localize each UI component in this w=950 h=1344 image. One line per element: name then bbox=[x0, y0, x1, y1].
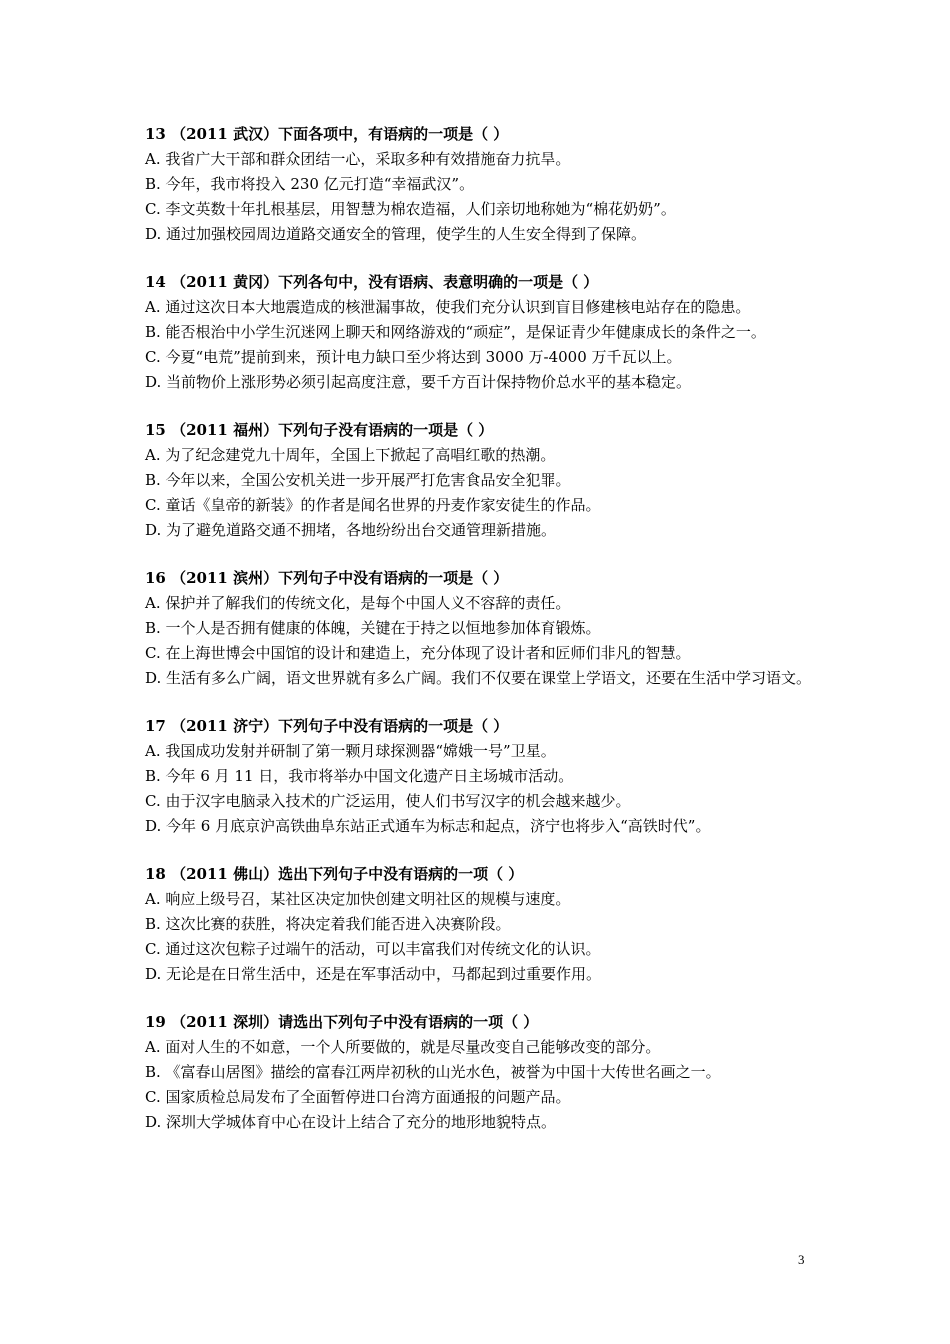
option-d: D. 为了避免道路交通不拥堵，各地纷纷出台交通管理新措施。 bbox=[145, 521, 557, 539]
option-a: A. 为了纪念建党九十周年，全国上下掀起了高唱红歌的热潮。 bbox=[145, 446, 556, 464]
option-d: D. 深圳大学城体育中心在设计上结合了充分的地形地貌特点。 bbox=[145, 1113, 557, 1131]
option-d: D. 无论是在日常生活中，还是在军事活动中，马都起到过重要作用。 bbox=[145, 965, 602, 983]
question-title: 16 （2011 滨州）下列句子中没有语病的一项是（ ） bbox=[145, 569, 509, 587]
question-16 bbox=[145, 566, 815, 691]
question-17 bbox=[145, 714, 815, 839]
option-a: A. 我国成功发射并研制了第一颗月球探测器“嫦娥一号”卫星。 bbox=[145, 742, 556, 760]
option-b: B. 能否根治中小学生沉迷网上聊天和网络游戏的“顽症”，是保证青少年健康成长的条件之一。 bbox=[145, 323, 766, 341]
question-title: 17 （2011 济宁）下列句子中没有语病的一项是（ ） bbox=[145, 717, 509, 735]
question-18 bbox=[145, 862, 815, 987]
option-b: B. 一个人是否拥有健康的体魄，关键在于持之以恒地参加体育锻炼。 bbox=[145, 619, 601, 637]
option-c: C. 由于汉字电脑录入技术的广泛运用，使人们书写汉字的机会越来越少。 bbox=[145, 792, 631, 810]
option-d: D. 生活有多么广阔，语文世界就有多么广阔。我们不仅要在课堂上学语文，还要在生活中学习语文。 bbox=[145, 669, 812, 687]
option-d: D. 今年 6 月底京沪高铁曲阜东站正式通车为标志和起点，济宁也将步入“高铁时代”。 bbox=[145, 817, 711, 835]
page-number: 3 bbox=[798, 1252, 805, 1267]
option-a: A. 响应上级号召，某社区决定加快创建文明社区的规模与速度。 bbox=[145, 890, 571, 908]
option-c: C. 在上海世博会中国馆的设计和建造上，充分体现了设计者和匠师们非凡的智慧。 bbox=[145, 644, 691, 662]
question-title: 18 （2011 佛山）选出下列句子中没有语病的一项（ ） bbox=[145, 865, 524, 883]
option-c: C. 国家质检总局发布了全面暂停进口台湾方面通报的问题产品。 bbox=[145, 1088, 571, 1106]
option-b: B. 今年，我市将投入 230 亿元打造“幸福武汉”。 bbox=[145, 175, 475, 193]
option-a: A. 我省广大干部和群众团结一心，采取多种有效措施奋力抗旱。 bbox=[145, 150, 571, 168]
option-b: B. 今年以来，全国公安机关进一步开展严打危害食品安全犯罪。 bbox=[145, 471, 571, 489]
question-title: 13 （2011 武汉）下面各项中，有语病的一项是（ ） bbox=[145, 125, 509, 143]
question-15 bbox=[145, 418, 815, 543]
option-b: B. 《富春山居图》描绘的富春江两岸初秋的山光水色，被誉为中国十大传世名画之一。 bbox=[145, 1063, 721, 1081]
option-a: A. 面对人生的不如意，一个人所要做的，就是尽量改变自己能够改变的部分。 bbox=[145, 1038, 661, 1056]
option-c: C. 童话《皇帝的新装》的作者是闻名世界的丹麦作家安徒生的作品。 bbox=[145, 496, 601, 514]
question-19 bbox=[145, 1010, 815, 1135]
option-b: B. 今年 6 月 11 日，我市将举办中国文化遗产日主场城市活动。 bbox=[145, 767, 574, 785]
option-a: A. 保护并了解我们的传统文化，是每个中国人义不容辞的责任。 bbox=[145, 594, 571, 612]
option-b: B. 这次比赛的获胜，将决定着我们能否进入决赛阶段。 bbox=[145, 915, 511, 933]
document-page bbox=[145, 122, 815, 1158]
option-a: A. 通过这次日本大地震造成的核泄漏事故，使我们充分认识到盲目修建核电站存在的隐患。 bbox=[145, 298, 751, 316]
question-title: 19 （2011 深圳）请选出下列句子中没有语病的一项（ ） bbox=[145, 1013, 539, 1031]
option-c: C. 通过这次包粽子过端午的活动，可以丰富我们对传统文化的认识。 bbox=[145, 940, 601, 958]
option-c: C. 今夏“电荒”提前到来，预计电力缺口至少将达到 3000 万-4000 万千瓦以上。 bbox=[145, 348, 682, 366]
question-title: 14 （2011 黄冈）下列各句中，没有语病、表意明确的一项是（ ） bbox=[145, 273, 599, 291]
option-d: D. 通过加强校园周边道路交通安全的管理，使学生的人生安全得到了保障。 bbox=[145, 225, 647, 243]
question-14 bbox=[145, 270, 815, 395]
question-13 bbox=[145, 122, 815, 247]
question-title: 15 （2011 福州）下列句子没有语病的一项是（ ） bbox=[145, 421, 494, 439]
option-c: C. 李文英数十年扎根基层，用智慧为棉农造福，人们亲切地称她为“棉花奶奶”。 bbox=[145, 200, 676, 218]
option-d: D. 当前物价上涨形势必须引起高度注意，要千方百计保持物价总水平的基本稳定。 bbox=[145, 373, 692, 391]
